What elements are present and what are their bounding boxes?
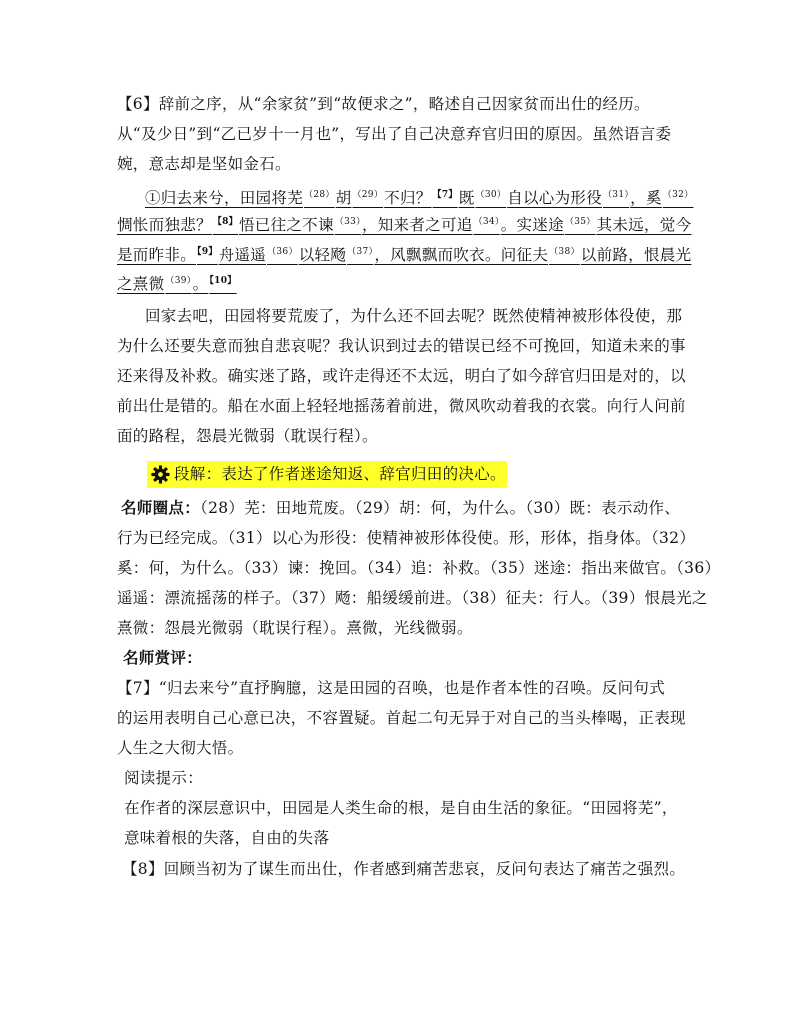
- para6-line-2: 从“及少日”到“乙已岁十一月也”，写出了自己决意弃官归田的原因。虽然语言委: [117, 125, 672, 143]
- translation-line-1: 回家去吧，田园将要荒废了，为什么还不回去呢？既然使精神被形体役使，那: [145, 307, 683, 325]
- appreciation-p7-line-3: 人生之大彻大悟。: [117, 739, 244, 757]
- paragraph-summary-highlight: [147, 461, 507, 488]
- para6-line-3: 婉，意志却是坚如金石。: [117, 155, 291, 173]
- notes-line-2: 行为已经完成。（31）以心为形役：使精神被形体役使。形，形体，指身体。（32）: [117, 529, 696, 547]
- original-text-line-2: 惆怅而独悲？$^{【8】}$悟已往之不谏$^{(33)}$，知来者之可追$^{(34)}$。实迷途$^{(35)}$其未远，觉今: [117, 216, 692, 234]
- translation-line-3: 还来得及补救。确实迷了路，或许走得还不太远，明白了如今辞官归田是对的，以: [117, 367, 686, 385]
- reading-tip-label: 阅读提示：: [124, 769, 204, 787]
- appreciation-p7-line-1: 【7】“归去来兮”直抒胸臆，这是田园的召唤，也是作者本性的召唤。反问句式: [117, 679, 666, 697]
- notes-line-5: 熹微：怨晨光微弱（耽误行程）。熹微，光线微弱。: [117, 619, 473, 637]
- translation-line-2: 为什么还要失意而独自悲哀呢？我认识到过去的错误已经不可挽回，知道未来的事: [117, 337, 686, 355]
- notes-line-3: 奚：何，为什么。（33）谏：挽回。（34）追：补救。（35）迷途：指出来做官。（36）: [117, 559, 721, 577]
- original-text-line-4: 之熹微$^{(39)}$。$^{【10】}$: [117, 275, 237, 293]
- translation-line-4: 前出仕是错的。船在水面上轻轻地摇荡着前进，微风吹动着我的衣裳。向行人问前: [117, 397, 686, 415]
- reading-tip-line-1: 在作者的深层意识中，田园是人类生命的根，是自由生活的象征。“田园将芜”，: [124, 799, 678, 817]
- paragraph-summary-text: 段解：表达了作者迷途知返、辞官归田的决心。: [174, 465, 506, 483]
- appreciation-p7-line-2: 的运用表明自己心意已决，不容置疑。首起二句无异于对自己的当头棒喝，正表现: [117, 709, 686, 727]
- original-text-line-3: 是而昨非。$^{【9】}$舟遥遥$^{(36)}$以轻飏$^{(37)}$，风飘飘而吹衣。问征夫$^{(38)}$以前路，恨晨光: [117, 246, 692, 264]
- appreciation-label: 名师赏评：: [123, 648, 203, 667]
- reading-tip-line-2: 意味着根的失落，自由的失落: [124, 829, 330, 847]
- translation-line-5: 面的路程，怨晨光微弱（耽误行程）。: [117, 427, 378, 445]
- appreciation-p8: 【8】回顾当初为了谋生而出仕，作者感到痛苦悲哀，反问句表达了痛苦之强烈。: [122, 860, 686, 878]
- original-text-line-1: ①归去来兮，田园将芜$^{(28)}$胡$^{(29)}$不归？$^{【7】}$既$^{(30)}$自以心为形役$^{(31)}$，奚$^{(32)}$: [145, 189, 694, 207]
- para6-line-1: 【6】辞前之序，从“余家贫”到“故便求之”，略述自己因家贫而出仕的经历。: [117, 95, 650, 113]
- gear-icon: [151, 465, 170, 484]
- notes-line-1: 名师圈点：（28）芜：田地荒废。（29）胡：何，为什么。（30）既：表示动作、: [121, 498, 681, 517]
- notes-line-4: 遥遥：漂流摇荡的样子。（37）飏：船缓缓前进。（38）征夫：行人。（39）恨晨光之: [117, 589, 708, 607]
- notes-label: 名师圈点：: [121, 498, 201, 517]
